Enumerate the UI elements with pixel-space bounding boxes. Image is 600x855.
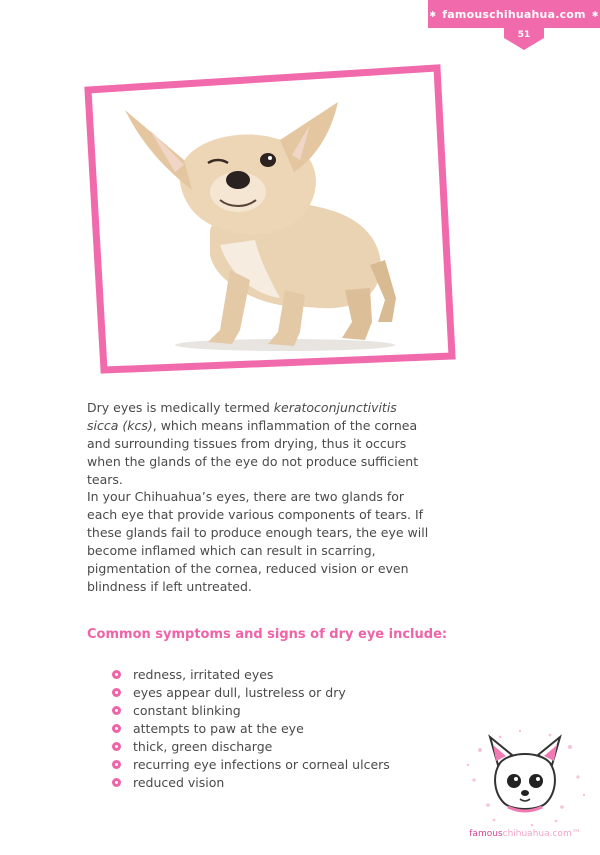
- paragraph-text: , which means inflammation of the cornea and surrounding tissues from drying, thus it occurs when the glands of the eye do not produce sufficient tears.: [87, 418, 419, 487]
- list-item: [112, 665, 390, 683]
- trademark: ™: [571, 829, 581, 839]
- page-number-badge: [504, 28, 544, 50]
- list-item-text: redness, irritated eyes: [133, 666, 274, 682]
- list-item-text: reduced vision: [133, 774, 225, 790]
- list-item-text: thick, green discharge: [133, 738, 273, 754]
- chihuahua-logo-icon: [460, 725, 590, 830]
- bullet-icon: [112, 688, 121, 697]
- star-icon: ✱: [591, 9, 599, 19]
- star-icon: ✱: [429, 9, 437, 19]
- list-item: [112, 773, 390, 791]
- logo-text-domain: chihuahua.com: [502, 829, 572, 839]
- paragraph-dry-eyes: [87, 399, 432, 489]
- list-item-text: constant blinking: [133, 702, 241, 718]
- medical-term: keratoconjunctivitis sicca (kcs): [87, 400, 397, 433]
- photo-frame: [80, 60, 460, 380]
- list-item: [112, 701, 390, 719]
- bullet-icon: [112, 742, 121, 751]
- bullet-icon: [112, 724, 121, 733]
- list-item: [112, 737, 390, 755]
- paragraph-glands: In your Chihuahua’s eyes, there are two glands for each eye that provide various components of tears. If these glands fail to produce enough tears, the eye will become inflamed which can result in scarring, pigmentation of the cornea, reduced vision or even blindness if left untreated.: [87, 489, 429, 594]
- site-name: famouschihuahua.com: [442, 7, 586, 21]
- symptoms-heading: Common symptoms and signs of dry eye include:: [87, 627, 448, 642]
- list-item: [112, 719, 390, 737]
- bullet-icon: [112, 778, 121, 787]
- bullet-icon: [112, 670, 121, 679]
- logo-text-famous: famous: [469, 829, 503, 839]
- list-item-text: eyes appear dull, lustreless or dry: [133, 684, 346, 700]
- list-item-text: attempts to paw at the eye: [133, 720, 304, 736]
- bullet-icon: [112, 706, 121, 715]
- brand-logo[interactable]: [460, 725, 590, 845]
- symptoms-list: [112, 665, 390, 791]
- list-item: [112, 683, 390, 701]
- site-header-tab[interactable]: [428, 0, 600, 28]
- dog-illustration: [125, 102, 396, 351]
- chihuahua-photo: [80, 60, 460, 380]
- page-number: 51: [517, 30, 531, 40]
- logo-wordmark: [460, 829, 590, 839]
- bullet-icon: [112, 760, 121, 769]
- list-item: [112, 755, 390, 773]
- paragraph-text: Dry eyes is medically termed: [87, 400, 274, 415]
- list-item-text: recurring eye infections or corneal ulcers: [133, 756, 390, 772]
